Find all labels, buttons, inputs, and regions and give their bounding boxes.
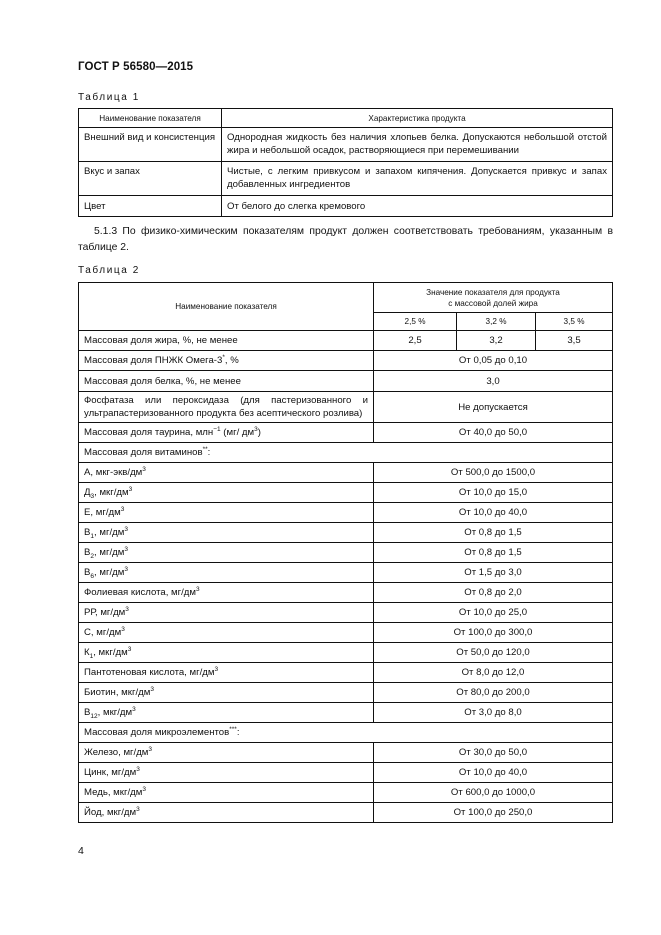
row-value: От 10,0 до 25,0 (374, 603, 613, 623)
table-row (79, 162, 613, 196)
superscript: 3 (214, 665, 219, 673)
row-label (79, 583, 374, 603)
row-label: Массовая доля белка, %, не менее (79, 371, 374, 392)
table-row (79, 583, 613, 603)
label-text: В (84, 527, 91, 538)
subscript: 3 (90, 492, 95, 500)
table-row (79, 503, 613, 523)
header-value-line1: Значение показателя для продукта (426, 287, 560, 297)
label-tail: , мкг/дм (97, 707, 133, 718)
label-text: Массовая доля таурина, млн (84, 427, 214, 438)
table2-header-name: Наименование показателя (79, 283, 374, 331)
paragraph-5-1-3: 5.1.3 По физико-химическим показателям продукт должен соответствовать требованиям, указанным в таблице 2. (78, 226, 613, 253)
label-text: А, мкг-экв/дм (84, 467, 143, 478)
table-row (79, 423, 613, 443)
label-text: В (84, 547, 91, 558)
fat-value: 2,5 (374, 331, 457, 351)
label-text: Е, мг/дм (84, 507, 121, 518)
table-row (79, 803, 613, 823)
row-value: От 100,0 до 300,0 (374, 623, 613, 643)
table-row (79, 128, 613, 162)
section-heading-tail: : (236, 727, 240, 738)
subscript: 1 (90, 532, 95, 540)
table-row (79, 763, 613, 783)
row-value: От 0,8 до 1,5 (374, 523, 613, 543)
table1-header-name: Наименование показателя (79, 109, 222, 128)
row-value: От 100,0 до 250,0 (374, 803, 613, 823)
page-number: 4 (78, 845, 84, 857)
label-text: Массовая доля ПНЖК Омега-3 (84, 355, 223, 366)
label-text: В (84, 567, 91, 578)
footnote-mark: * (222, 353, 225, 361)
row-value: От 30,0 до 50,0 (374, 743, 613, 763)
superscript: 3 (136, 765, 140, 773)
row-label: Цвет (79, 196, 222, 217)
row-value: От 0,8 до 2,0 (374, 583, 613, 603)
label-tail: , мг/дм (94, 547, 125, 558)
label-text: Д (84, 487, 91, 498)
superscript: 3 (148, 745, 153, 753)
label-text: Железо, мг/дм (84, 747, 149, 758)
section-row-microelements (79, 723, 613, 743)
row-value: От 10,0 до 15,0 (374, 483, 613, 503)
table-row (79, 603, 613, 623)
section-heading-text: Массовая доля микроэлементов (84, 727, 230, 738)
superscript: 3 (125, 605, 129, 613)
row-value: От 8,0 до 12,0 (374, 663, 613, 683)
row-value: От 10,0 до 40,0 (374, 503, 613, 523)
section-heading (79, 443, 613, 463)
table2-header-value (374, 283, 613, 313)
row-label (79, 543, 374, 563)
row-label (79, 463, 374, 483)
table-row (79, 392, 613, 423)
table1-header-value: Характеристика продукта (222, 109, 613, 128)
section-heading-tail: : (207, 447, 211, 458)
row-label (79, 763, 374, 783)
label-tail: , мг/дм (94, 567, 125, 578)
table-2 (78, 282, 613, 823)
label-text: С, мг/дм (84, 627, 122, 638)
label-text: Йод, мкг/дм (84, 807, 137, 818)
row-label (79, 703, 374, 723)
row-value: От 500,0 до 1500,0 (374, 463, 613, 483)
superscript: −1 (213, 425, 221, 433)
superscript: 3 (124, 565, 128, 573)
label-text: Медь, мкг/дм (84, 787, 143, 798)
row-value: Не допускается (374, 392, 613, 423)
row-label: Внешний вид и консистенция (79, 128, 222, 162)
superscript: 3 (127, 645, 132, 653)
superscript: 3 (142, 465, 146, 473)
table-row (79, 196, 613, 217)
row-value: От 3,0 до 8,0 (374, 703, 613, 723)
table-row (79, 331, 613, 351)
row-value: От 0,05 до 0,10 (374, 351, 613, 371)
label-tail: , мкг/дм (94, 487, 129, 498)
row-label (79, 783, 374, 803)
table-row (79, 463, 613, 483)
row-value: Однородная жидкость без наличия хлопьев белка. Допускаются небольшой отстой жира и небольшой осадок, растворяющиеся при перемешивании (222, 128, 613, 162)
fat-level-header: 3,5 % (536, 313, 613, 331)
superscript: 3 (128, 485, 133, 493)
table-row (79, 623, 613, 643)
label-text: Фолиевая кислота, мг/дм (84, 587, 196, 598)
row-value: От белого до слегка кремового (222, 196, 613, 217)
label-text: Цинк, мг/дм (84, 767, 137, 778)
label-tail: , % (224, 355, 239, 366)
row-label (79, 803, 374, 823)
row-value: От 80,0 до 200,0 (374, 683, 613, 703)
superscript: 3 (136, 805, 140, 813)
row-label (79, 663, 374, 683)
row-label (79, 603, 374, 623)
superscript: 3 (142, 785, 146, 793)
row-value: От 50,0 до 120,0 (374, 643, 613, 663)
subscript: 1 (89, 652, 94, 660)
table-row (79, 643, 613, 663)
label-text: Биотин, мкг/дм (84, 687, 151, 698)
superscript: 3 (124, 545, 128, 553)
row-label (79, 423, 374, 443)
row-label (79, 483, 374, 503)
row-label (79, 743, 374, 763)
document-title: ГОСТ Р 56580—2015 (78, 61, 194, 73)
label-text: К (84, 647, 90, 658)
row-label (79, 523, 374, 543)
table1-caption: Таблица 1 (78, 92, 140, 103)
row-label: Массовая доля жира, %, не менее (79, 331, 374, 351)
table2-caption: Таблица 2 (78, 265, 140, 276)
row-label (79, 503, 374, 523)
row-value: Чистые, с легким привкусом и запахом кипячения. Допускается привкус и запах добавленных ингредиентов (222, 162, 613, 196)
table-row (79, 743, 613, 763)
superscript: 3 (196, 585, 200, 593)
subscript: 2 (90, 552, 95, 560)
table-row (79, 783, 613, 803)
superscript: 3 (150, 685, 154, 693)
footnote-mark: *** (229, 725, 237, 733)
footnote-mark: ** (202, 445, 208, 453)
row-value: От 600,0 до 1000,0 (374, 783, 613, 803)
row-value: От 40,0 до 50,0 (374, 423, 613, 443)
row-label (79, 683, 374, 703)
label-tail: , мкг/дм (93, 647, 128, 658)
header-value-line2: с массовой долей жира (448, 298, 538, 308)
fat-level-header: 2,5 % (374, 313, 457, 331)
superscript: 3 (132, 705, 136, 713)
row-value: 3,0 (374, 371, 613, 392)
label-text: РР, мг/дм (84, 607, 126, 618)
row-label (79, 351, 374, 371)
row-label (79, 563, 374, 583)
row-label (79, 623, 374, 643)
superscript: 3 (254, 425, 258, 433)
table-row (79, 523, 613, 543)
table-1 (78, 108, 613, 217)
section-heading-text: Массовая доля витаминов (84, 447, 203, 458)
section-heading (79, 723, 613, 743)
fat-level-header: 3,2 % (457, 313, 536, 331)
label-tail: (мг/ дм (220, 427, 255, 438)
label-text: В (84, 707, 91, 718)
row-value: От 0,8 до 1,5 (374, 543, 613, 563)
table-row (79, 483, 613, 503)
table-row (79, 663, 613, 683)
fat-value: 3,5 (536, 331, 613, 351)
table-row (79, 351, 613, 371)
row-value: От 1,5 до 3,0 (374, 563, 613, 583)
label-text: Пантотеновая кислота, мг/дм (84, 667, 215, 678)
row-label: Вкус и запах (79, 162, 222, 196)
row-label: Фосфатаза или пероксидаза (для пастеризованного и ультрапастеризованного продукта без асептического розлива) (79, 392, 374, 423)
superscript: 3 (124, 525, 128, 533)
row-value: От 10,0 до 40,0 (374, 763, 613, 783)
section-row-vitamins (79, 443, 613, 463)
superscript: 3 (120, 505, 125, 513)
label-tail: , мг/дм (94, 527, 125, 538)
table-row (79, 683, 613, 703)
subscript: 12 (90, 712, 98, 720)
table-row (79, 543, 613, 563)
table-row (79, 703, 613, 723)
table-row (79, 371, 613, 392)
subscript: 6 (90, 572, 95, 580)
table-row (79, 563, 613, 583)
label-tail: ) (257, 427, 261, 438)
fat-value: 3,2 (457, 331, 536, 351)
superscript: 3 (121, 625, 125, 633)
row-label (79, 643, 374, 663)
